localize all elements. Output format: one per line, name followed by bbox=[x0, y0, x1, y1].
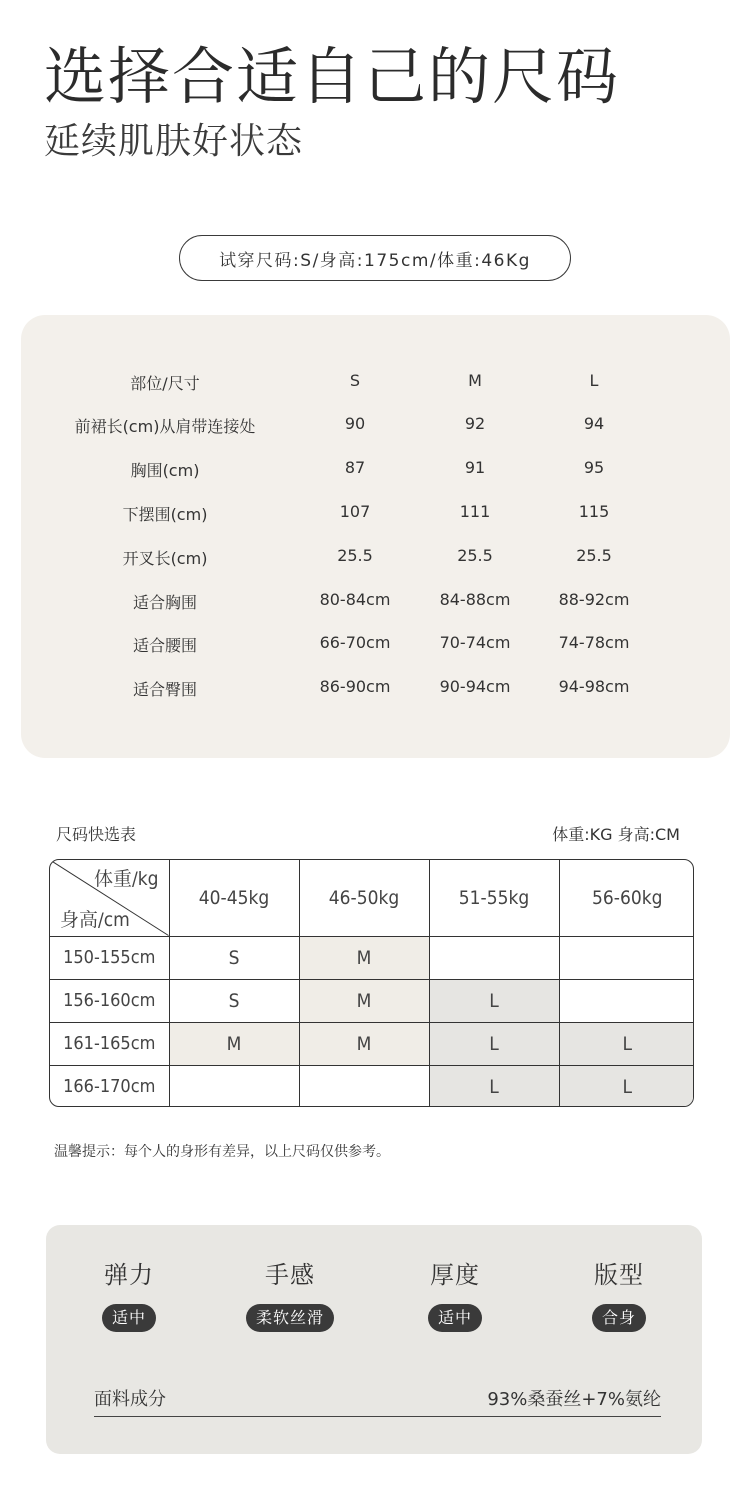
size-cell: L bbox=[429, 1022, 559, 1065]
size-cell bbox=[169, 1065, 299, 1107]
size-value: 25.5 bbox=[576, 546, 612, 565]
feature-badge: 适中 bbox=[428, 1304, 482, 1332]
size-tip: 温馨提示：每个人的身形有差异，以上尺码仅供参考。 bbox=[54, 1144, 390, 1160]
table-row bbox=[50, 936, 694, 979]
size-row-label: 胸围(cm) bbox=[130, 461, 200, 480]
size-row-fit-hip bbox=[21, 677, 730, 701]
size-value: 66-70cm bbox=[319, 633, 391, 652]
feature-badge: 适中 bbox=[102, 1304, 156, 1332]
size-value: 74-78cm bbox=[558, 633, 630, 652]
height-label: 150-155cm bbox=[50, 936, 169, 979]
page-title: 选择合适自己的尺码 bbox=[44, 40, 621, 113]
size-row-label: 适合胸围 bbox=[132, 593, 198, 612]
size-cell: L bbox=[559, 1022, 694, 1065]
size-value: 107 bbox=[339, 502, 371, 521]
size-chart-panel bbox=[21, 315, 730, 758]
size-value: 25.5 bbox=[337, 546, 373, 565]
weight-header: 51-55kg bbox=[429, 860, 559, 936]
size-row-fit-bust bbox=[21, 590, 730, 614]
size-row-label: 适合腰围 bbox=[132, 636, 198, 655]
quick-table-title: 尺码快选表 bbox=[56, 825, 137, 844]
feature-fit bbox=[549, 1255, 689, 1332]
quick-size-table bbox=[49, 859, 694, 1107]
size-row-label: 开叉长(cm) bbox=[122, 549, 208, 568]
feature-badge: 柔软丝滑 bbox=[246, 1304, 334, 1332]
size-value: 70-74cm bbox=[439, 633, 511, 652]
model-info-pill: 试穿尺码:S/身高:175cm/体重:46Kg bbox=[179, 235, 571, 281]
feature-thickness bbox=[385, 1255, 525, 1332]
feature-label: 厚度 bbox=[430, 1261, 480, 1289]
quick-table-header-row bbox=[50, 860, 694, 936]
size-value: 95 bbox=[583, 458, 605, 477]
size-value: 84-88cm bbox=[439, 590, 511, 609]
size-value: 94-98cm bbox=[558, 677, 630, 696]
size-cell bbox=[559, 936, 694, 979]
size-cell: M bbox=[299, 979, 429, 1022]
size-value: 90 bbox=[344, 414, 366, 433]
height-label: 156-160cm bbox=[50, 979, 169, 1022]
fabric-composition bbox=[94, 1385, 661, 1417]
size-header-l: L bbox=[589, 371, 599, 390]
size-value: 86-90cm bbox=[319, 677, 391, 696]
size-value: 91 bbox=[464, 458, 486, 477]
feature-hand-feel bbox=[220, 1255, 360, 1332]
size-row-label: 适合臀围 bbox=[132, 680, 198, 699]
feature-label: 弹力 bbox=[104, 1261, 154, 1289]
size-header-m: M bbox=[468, 371, 482, 390]
feature-label: 版型 bbox=[594, 1261, 644, 1289]
fabric-value: 93%桑蚕丝+7%氨纶 bbox=[487, 1389, 661, 1410]
size-value: 90-94cm bbox=[439, 677, 511, 696]
size-value: 115 bbox=[578, 502, 610, 521]
corner-height-label: 身高/cm bbox=[60, 908, 130, 931]
size-value: 94 bbox=[583, 414, 605, 433]
size-row-slit bbox=[21, 546, 730, 570]
size-header-s: S bbox=[349, 371, 361, 390]
size-row-bust bbox=[21, 458, 730, 482]
fabric-features-panel bbox=[46, 1225, 702, 1454]
size-cell: L bbox=[559, 1065, 694, 1107]
size-value: 111 bbox=[459, 502, 491, 521]
size-row-label: 前裙长(cm)从肩带连接处 bbox=[74, 417, 256, 436]
size-row-front-length bbox=[21, 414, 730, 438]
feature-label: 手感 bbox=[265, 1261, 315, 1289]
size-value: 92 bbox=[464, 414, 486, 433]
size-cell: L bbox=[429, 979, 559, 1022]
table-row bbox=[50, 1065, 694, 1107]
size-cell: M bbox=[299, 936, 429, 979]
size-cell bbox=[559, 979, 694, 1022]
size-cell: M bbox=[169, 1022, 299, 1065]
fabric-label: 面料成分 bbox=[94, 1389, 166, 1410]
height-label: 161-165cm bbox=[50, 1022, 169, 1065]
height-label: 166-170cm bbox=[50, 1065, 169, 1107]
weight-header: 40-45kg bbox=[169, 860, 299, 936]
table-row bbox=[50, 1022, 694, 1065]
quick-table-units: 体重:KG 身高:CM bbox=[552, 825, 680, 844]
size-header-part: 部位/尺寸 bbox=[130, 374, 200, 393]
size-value: 88-92cm bbox=[558, 590, 630, 609]
weight-header: 46-50kg bbox=[299, 860, 429, 936]
size-cell bbox=[429, 936, 559, 979]
size-value: 87 bbox=[344, 458, 366, 477]
size-row-label: 下摆围(cm) bbox=[122, 505, 208, 524]
feature-badge: 合身 bbox=[592, 1304, 646, 1332]
size-row-hem bbox=[21, 502, 730, 526]
feature-elasticity bbox=[59, 1255, 199, 1332]
size-value: 80-84cm bbox=[319, 590, 391, 609]
size-row-fit-waist bbox=[21, 633, 730, 657]
quick-table-corner bbox=[50, 860, 169, 936]
size-cell: S bbox=[169, 979, 299, 1022]
page-subtitle: 延续肌肤好状态 bbox=[44, 121, 304, 162]
weight-header: 56-60kg bbox=[559, 860, 694, 936]
size-cell: L bbox=[429, 1065, 559, 1107]
table-row bbox=[50, 979, 694, 1022]
corner-weight-label: 体重/kg bbox=[93, 868, 159, 890]
size-value: 25.5 bbox=[457, 546, 493, 565]
size-table-header bbox=[21, 371, 730, 395]
size-cell: M bbox=[299, 1022, 429, 1065]
size-cell: S bbox=[169, 936, 299, 979]
size-cell bbox=[299, 1065, 429, 1107]
